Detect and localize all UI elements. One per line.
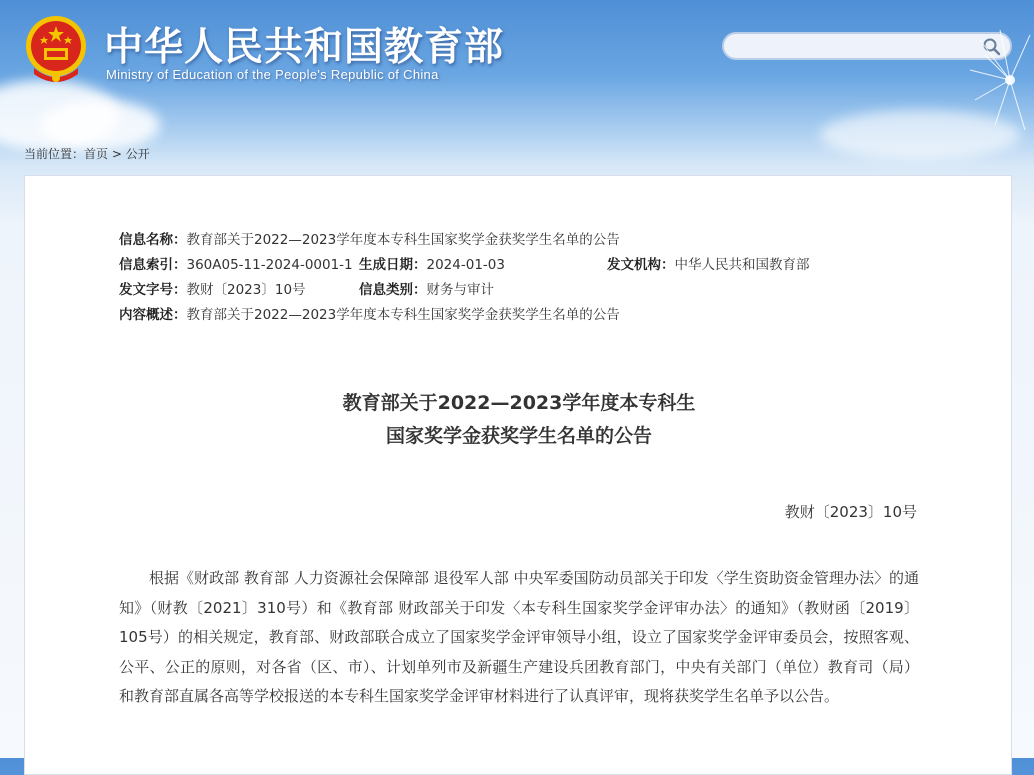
- article-title-line-2: 国家奖学金获奖学生名单的公告: [385, 425, 652, 447]
- article-doc-number: 教财〔2023〕10号: [784, 503, 917, 521]
- info-issuer-value: 中华人民共和国教育部: [674, 257, 810, 273]
- info-name-value: 教育部关于2022—2023学年度本专科生国家奖学金获奖学生名单的公告: [186, 232, 620, 248]
- info-index-row: [119, 253, 353, 273]
- info-issuer-label: 发文机构：: [607, 257, 675, 273]
- breadcrumb: [24, 145, 150, 162]
- site-banner: [0, 0, 1034, 140]
- info-docno-row: [119, 278, 306, 298]
- article-paragraph: 根据《财政部 教育部 人力资源社会保障部 退役军人部 中央军委国防动员部关于印发〈学生资助资金管理办法〉的通知》（财教〔2021〕310号）和《教育部 财政部关于印发〈本专科生国家奖学金评审办法〉的通知》（教财函〔2019〕105号）的相关规定，教育部、财政部联合成立了国家奖学金评审领导小组，设立了国家奖学金评审委员会，按照客观、公平、公正的原则，对各省（区、市）、计划单列市及新疆生产建设兵团教育部门，中央有关部门（单位）教育司（局）和教育部直属各高等学校报送的本专科生国家奖学金评审材料进行了认真评审，现将获奖学生名单予以公告。: [119, 569, 919, 705]
- info-summary-label: 内容概述：: [119, 307, 187, 323]
- breadcrumb-current-link[interactable]: 公开: [125, 147, 150, 161]
- info-date-label: 生成日期：: [359, 257, 427, 273]
- info-docno-label: 发文字号：: [119, 282, 187, 298]
- info-summary-value: 教育部关于2022—2023学年度本专科生国家奖学金获奖学生名单的公告: [186, 307, 620, 323]
- info-name-label: 信息名称：: [119, 232, 187, 248]
- site-title[interactable]: 中华人民共和国教育部: [104, 25, 505, 70]
- info-index-value: 360A05-11-2024-0001-1: [186, 257, 353, 273]
- breadcrumb-home-link[interactable]: 首页: [84, 147, 109, 161]
- content-panel: [24, 175, 1012, 775]
- breadcrumb-separator: >: [111, 147, 122, 161]
- site-subtitle: Ministry of Education of the People's Republic of China: [106, 67, 439, 82]
- info-date-row: [359, 253, 505, 273]
- info-summary-row: [119, 303, 620, 323]
- info-name-row: [119, 228, 620, 248]
- breadcrumb-label: 当前位置：: [24, 147, 85, 161]
- info-date-value: 2024-01-03: [426, 257, 505, 273]
- article-title-line-1: 教育部关于2022—2023学年度本专科生: [342, 392, 696, 414]
- info-category-row: [359, 278, 494, 298]
- info-category-value: 财务与审计: [426, 282, 494, 298]
- national-emblem-icon[interactable]: [24, 14, 88, 84]
- dandelion-decoration-icon: [940, 0, 1034, 150]
- info-issuer-row: [607, 253, 810, 273]
- info-category-label: 信息类别：: [359, 282, 427, 298]
- info-index-label: 信息索引：: [119, 257, 187, 273]
- info-docno-value: 教财〔2023〕10号: [186, 282, 306, 298]
